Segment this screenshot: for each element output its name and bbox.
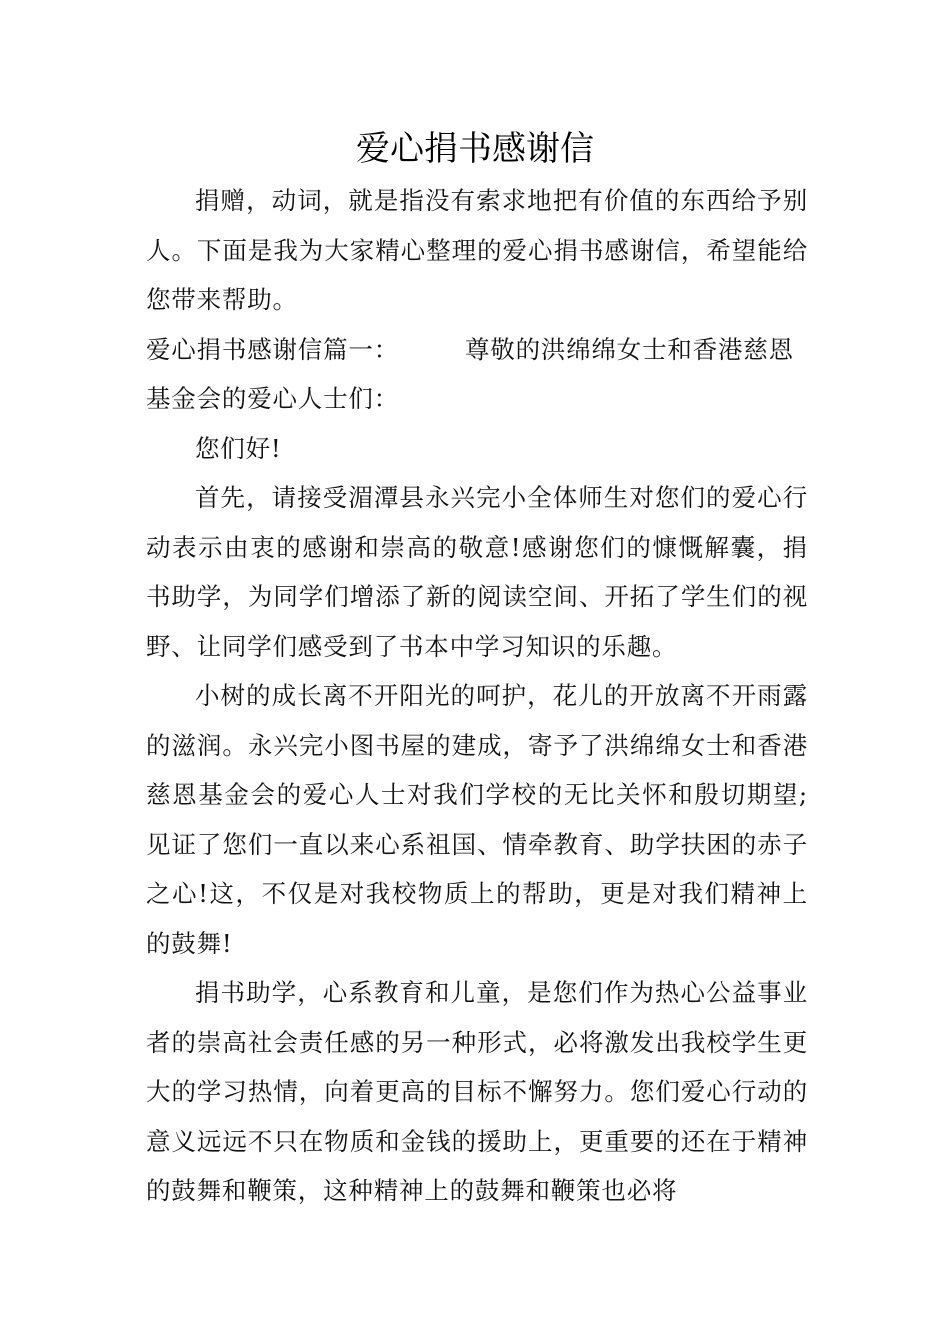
document-title: 爱心捐书感谢信 — [356, 129, 594, 169]
intro-paragraph: 捐赠，动词，就是指没有索求地把有价值的东西给予别人。下面是我为大家精心整理的爱心捐书感谢信，希望能给您带来帮助。 — [146, 186, 808, 314]
letter-heading-line — [146, 325, 808, 375]
salutation-first-part: 尊敬的洪绵绵女士和香港慈恩 — [465, 334, 794, 364]
greeting: 您们好! — [195, 433, 282, 463]
document-body — [146, 176, 808, 1216]
body-paragraph-1: 首先，请接受湄潭县永兴完小全体师生对您们的爱心行动表示由衷的感谢和崇高的敬意!感谢您们的慷慨解囊，捐书助学，为同学们增添了新的阅读空间、开拓了学生们的视野、让同学们感受到了书本中学习知识的乐趣。 — [146, 483, 808, 661]
body-paragraph-3: 捐书助学，心系教育和儿童，是您们作为热心公益事业者的崇高社会责任感的另一种形式，必将激发出我校学生更大的学习热情，向着更高的目标不懈努力。您们爱心行动的意义远远不只在物质和金钱的援助上，更重要的还在于精神的鼓舞和鞭策，这种精神上的鼓舞和鞭策也必将 — [146, 978, 808, 1205]
letter-heading: 爱心捐书感谢信篇一： — [146, 334, 399, 364]
salutation-continuation: 基金会的爱心人士们： — [146, 384, 399, 413]
body-paragraph-2: 小树的成长离不开阳光的呵护，花儿的开放离不开雨露的滋润。永兴完小图书屋的建成，寄予了洪绵绵女士和香港慈恩基金会的爱心人士对我们学校的无比关怀和殷切期望;见证了您们一直以来心系祖国、情牵教育、助学扶困的赤子之心!这，不仅是对我校物质上的帮助，更是对我们精神上的鼓舞! — [146, 681, 808, 958]
